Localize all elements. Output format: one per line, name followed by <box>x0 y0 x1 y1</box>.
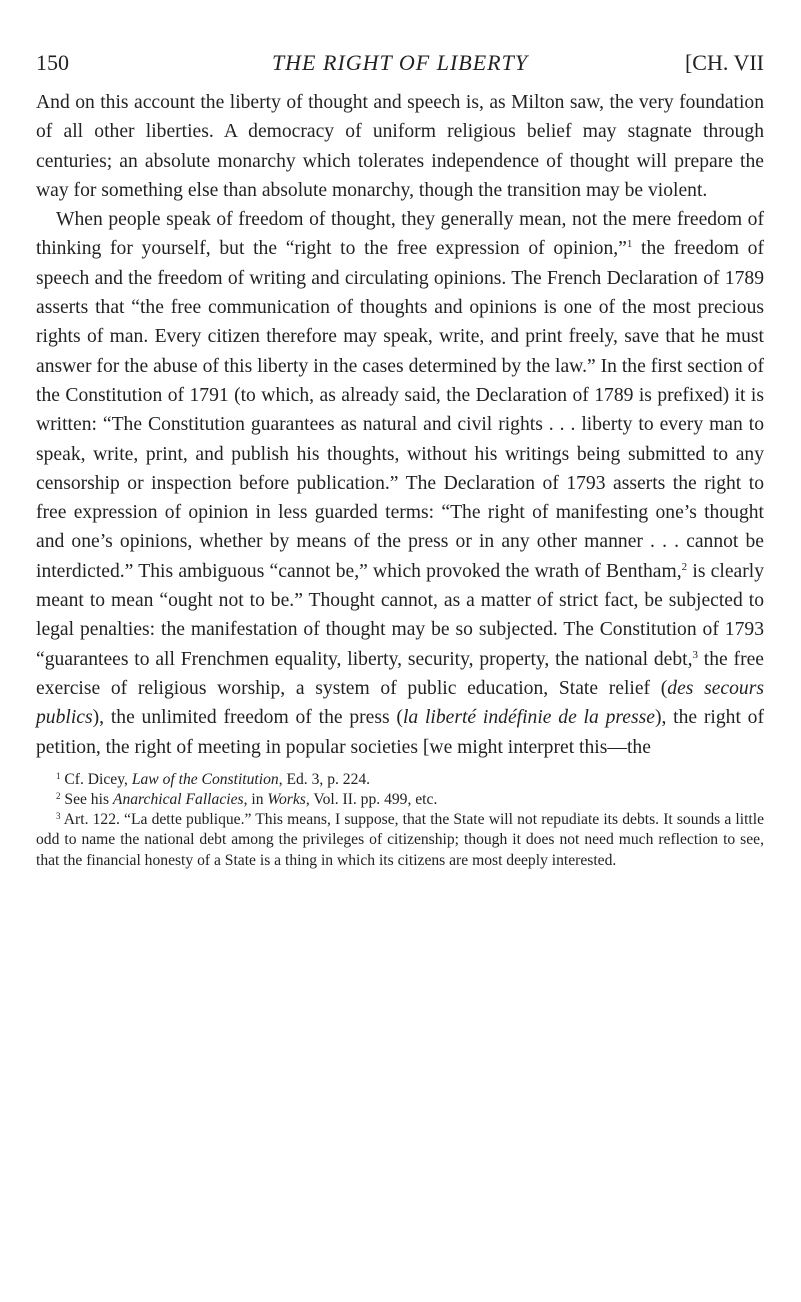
footnote-1-italic: Law of the Constitution <box>131 770 279 788</box>
book-page <box>36 50 764 871</box>
paragraph-2-text-f: ), the right of petition, the right of meeting in popular societies [we might interpret this—the <box>36 707 764 758</box>
footnote-2-mark: 2 <box>56 791 61 802</box>
footnote-ref-2[interactable]: 2 <box>681 560 688 573</box>
footnote-3-text: Art. 122. “La dette publique.” This means, I suppose, that the State will not repudiate its debts. It sounds a little odd to name the national debt among the privileges of citizenship; though it does not need much reflection to see, that the financial honesty of a State is a thing in which its citizens are most deeply interested. <box>36 811 764 869</box>
paragraph-2 <box>36 205 764 762</box>
footnote-ref-3[interactable]: 3 <box>692 648 698 661</box>
running-title: THE RIGHT OF LIBERTY <box>271 50 529 75</box>
footnote-3-mark: 3 <box>56 811 61 822</box>
footnote-1-text-b: , Ed. 3, p. 224. <box>278 770 371 788</box>
paragraph-1 <box>36 88 764 205</box>
footnote-1-text-a: Cf. Dicey, <box>60 770 132 788</box>
paragraph-2-text-a: When people speak of freedom of thought, they generally mean, not the mere freedom of thinking for yourself, but the “right to the free expression of opinion,” <box>36 209 764 260</box>
footnote-1-mark: 1 <box>56 770 61 781</box>
body-text <box>36 88 764 762</box>
italic-des-secours: des secours publics <box>36 677 764 729</box>
paragraph-2-text-b: the freedom of speech and the freedom of writing and circulating opinions. The French Declaration of 1789 asserts that “the free communication of thoughts and opinions is one of the most precious rights of man. Every citizen therefore may speak, write, and print freely, save that he must answer for the abuse of this liberty in the cases determined by the law.” In the first section of the Constitution of 1791 (to which, as already said, the Declaration of 1789 is prefixed) it is written: “The Constitution guarantees as natural and civil rights . . . liberty to every man to speak, write, print, and publish his thoughts, without his writings being submitted to any censorship or inspection before publication.” The Declaration of 1793 asserts the right to free expression of opinion in less guarded terms: “The right of manifesting one’s thought and one’s opinions, whether by means of the press or in any other manner . . . cannot be interdicted.” This ambiguous “cannot be,” which provoked the wrath of Bentham, <box>36 238 764 582</box>
footnote-1 <box>36 770 764 790</box>
italic-la-liberte: la liberté indéfinie de la presse <box>402 707 655 729</box>
footnotes <box>36 770 764 871</box>
footnote-ref-1[interactable]: 1 <box>626 238 633 251</box>
footnote-3 <box>36 810 764 871</box>
paragraph-2-text-e: ), the unlimited freedom of the press ( <box>92 707 403 729</box>
chapter-label: [CH. VII <box>684 50 764 75</box>
footnote-2-text-a: See his <box>60 791 113 809</box>
footnote-2-italic-2: Works <box>267 791 306 809</box>
footnote-2-italic-1: Anarchical Fallacies <box>112 791 244 809</box>
footnote-2-text-c: , Vol. II. pp. 499, etc. <box>305 791 438 809</box>
page-number: 150 <box>36 50 69 75</box>
footnote-2-text-b: , in <box>243 791 268 809</box>
paragraph-1-text: And on this account the liberty of thought and speech is, as Milton saw, the very foundation of all other liberties. A democracy of uniform religious belief may stagnate through centuries; an absolute monarchy which tolerates independence of thought will prepare the way for something else than absolute monarchy, though the transition may be violent. <box>36 92 764 201</box>
footnote-2 <box>36 790 764 810</box>
paragraph-2-text-d: the free exercise of religious worship, a system of public education, State relief ( <box>36 648 764 699</box>
paragraph-2-text-c: is clearly meant to mean “ought not to be.” Thought cannot, as a matter of strict fact, be subjected to legal penalties: the manifestation of thought may be so subjected. The Constitution of 1793 “guarantees to all Frenchmen equality, liberty, security, property, the national debt, <box>36 560 764 670</box>
running-header <box>36 50 764 84</box>
